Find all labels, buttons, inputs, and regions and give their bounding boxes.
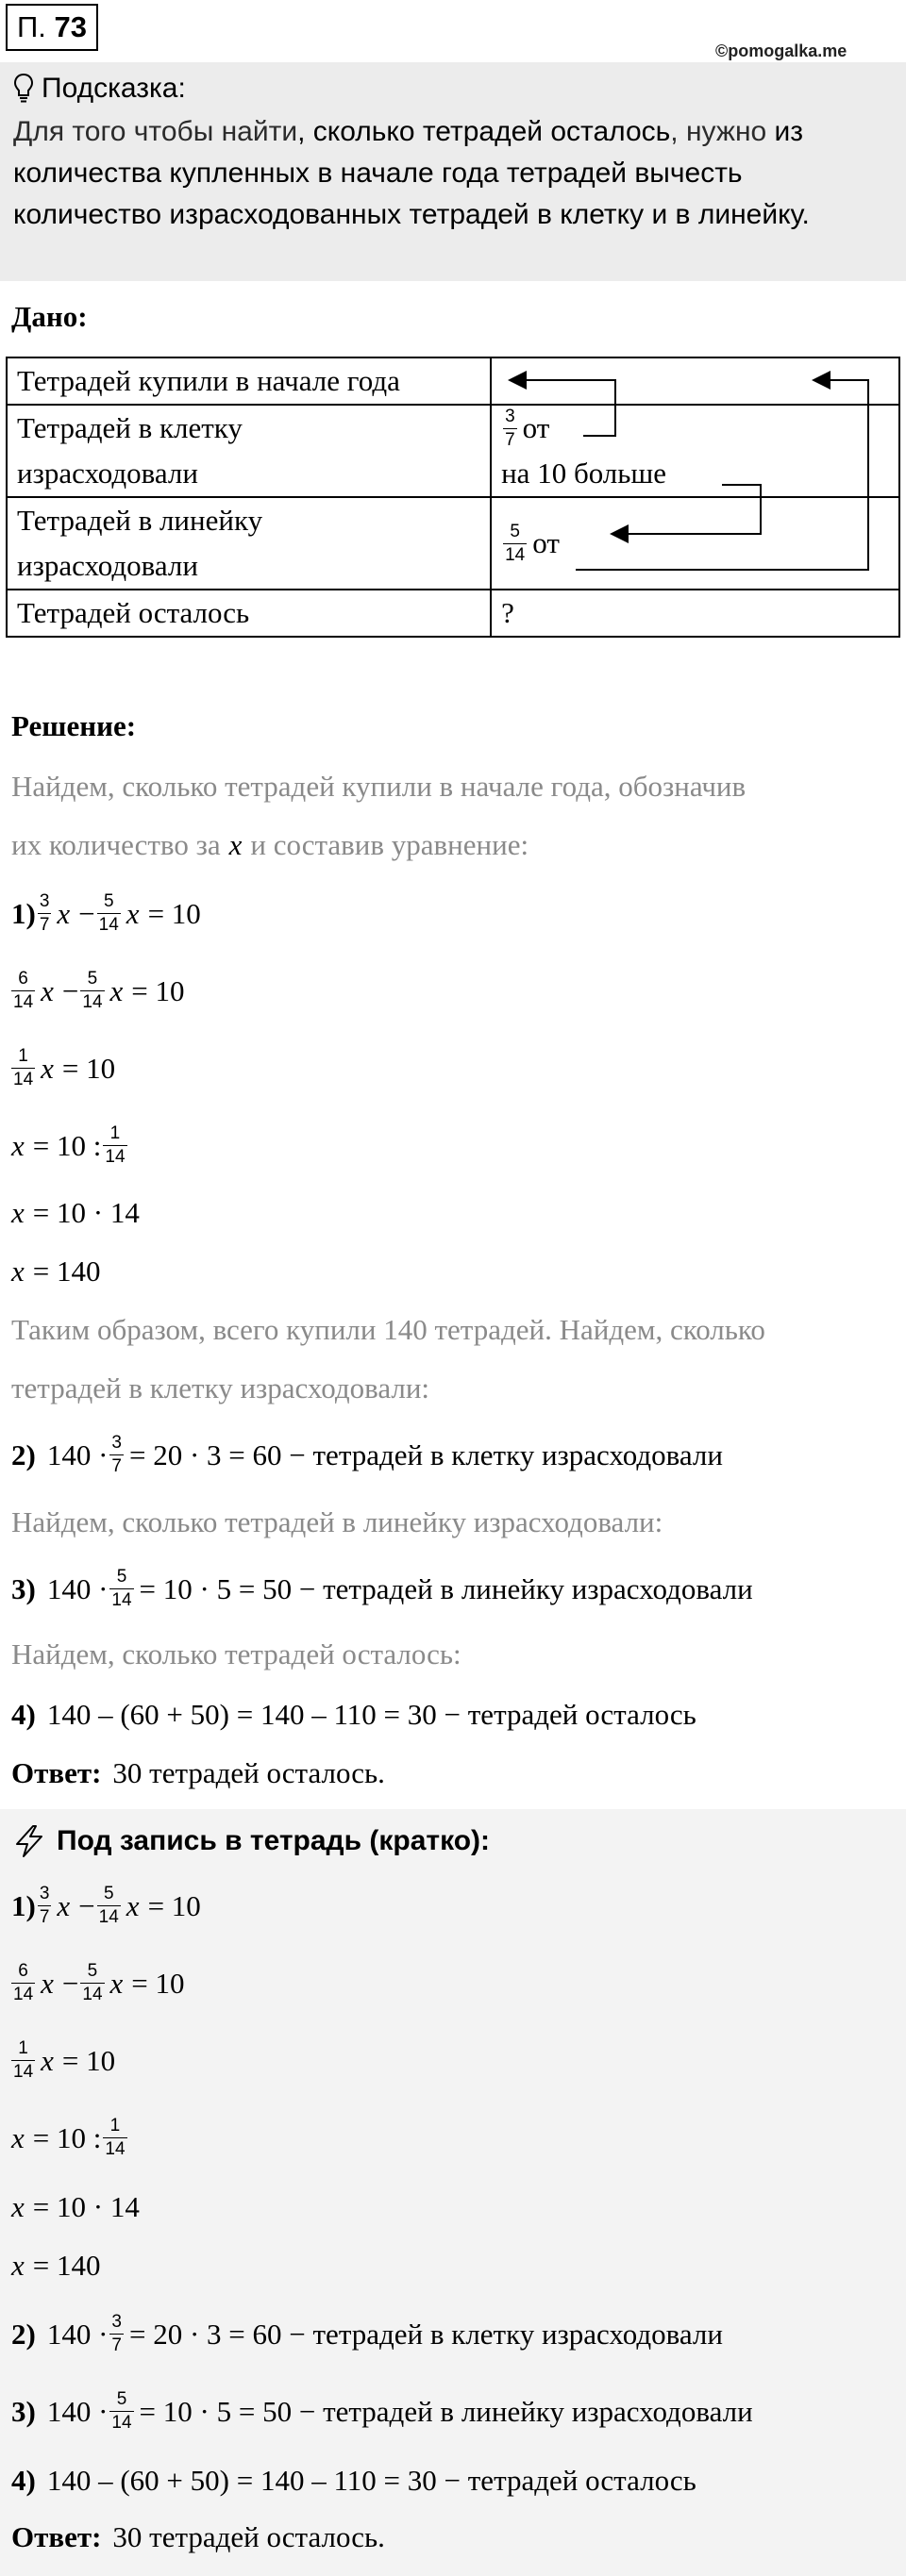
variable-x: x <box>41 2043 54 2077</box>
fraction-numerator: 5 <box>116 2389 127 2409</box>
fraction-denominator: 14 <box>13 2062 34 2082</box>
variable-x: x <box>109 973 124 1007</box>
equation-line <box>11 2390 753 2433</box>
table-row <box>7 357 899 405</box>
fraction-denominator: 14 <box>98 1907 119 1927</box>
table-cell-label <box>7 405 491 497</box>
cell-text: от <box>532 526 560 559</box>
fraction-numerator: 3 <box>39 1884 50 1903</box>
operator: − <box>61 1966 79 2000</box>
equation-line <box>11 1047 115 1089</box>
equation-line <box>11 2247 101 2285</box>
equation-lhs: 140 · <box>46 1438 109 1471</box>
fraction-numerator: 1 <box>109 2116 121 2136</box>
given-heading: Дано: <box>11 300 88 333</box>
explanation-line: Таким образом, всего купили 140 тетрадей. Найдем, сколько <box>11 1313 765 1346</box>
fraction <box>103 1124 126 1167</box>
fraction-numerator: 1 <box>18 1046 28 1066</box>
step-number: 2) <box>11 2317 36 2351</box>
fraction <box>11 1962 35 2004</box>
fraction-numerator: 3 <box>505 406 515 426</box>
fraction-denominator: 14 <box>105 2139 126 2159</box>
equation-rhs: = 10 : <box>32 1128 102 1162</box>
fraction-numerator: 1 <box>109 1123 121 1143</box>
fraction-numerator: 5 <box>87 1961 98 1981</box>
equation-line <box>11 1194 140 1232</box>
fraction-denominator: 14 <box>105 1147 126 1167</box>
fraction-numerator: 6 <box>18 1961 28 1981</box>
fraction <box>38 1885 52 1927</box>
equation-rhs: = 10 <box>131 1966 185 2000</box>
fraction <box>109 2390 133 2433</box>
table-cell-label <box>7 590 491 637</box>
cell-fraction-line <box>501 406 889 451</box>
cell-text: израсходовали <box>17 549 198 582</box>
equation-rhs: = 10 · 5 = 50 − тетрадей в линейку израсходовали <box>139 2394 753 2428</box>
table-cell-value <box>491 405 899 497</box>
equation-text: 140 – (60 + 50) = 140 – 110 = 30 − тетрадей осталось <box>46 1698 696 1731</box>
hint-text-part: Для того чтобы найти <box>13 116 298 147</box>
hint-block <box>0 62 906 281</box>
fraction <box>11 970 35 1012</box>
answer-line <box>11 2518 385 2556</box>
fraction-denominator: 7 <box>111 2335 122 2355</box>
variable-x: x <box>126 896 140 930</box>
step-number: 3) <box>11 1571 36 1605</box>
table-row <box>7 590 899 637</box>
table-cell-value <box>491 497 899 590</box>
equation-lhs: 140 · <box>46 1571 109 1605</box>
cell-text <box>501 358 889 404</box>
equation-line <box>11 1253 101 1290</box>
fraction-numerator: 3 <box>111 2312 122 2332</box>
cell-text: израсходовали <box>17 457 198 490</box>
brief-title: Под запись в тетрадь (кратко): <box>57 1825 491 1856</box>
equation-line <box>11 2188 140 2226</box>
hint-text-highlight: , сколько тетрадей осталось <box>297 116 671 147</box>
site-watermark: ©pomogalka.me <box>715 42 847 60</box>
fraction <box>103 2117 126 2159</box>
equation-rhs: = 10 <box>147 896 201 930</box>
fraction <box>503 523 527 565</box>
equation-rhs: = 10 <box>147 1888 201 1922</box>
intro-text: и составив уравнение: <box>250 828 529 861</box>
badge-number: 73 <box>54 10 88 43</box>
fraction-numerator: 5 <box>103 891 114 911</box>
problem-number-badge <box>6 4 98 51</box>
operator: − <box>61 973 79 1007</box>
equation-line <box>11 2039 115 2082</box>
variable-x: x <box>41 973 54 1007</box>
equation-line <box>11 970 185 1012</box>
equation-lhs: 140 · <box>46 2394 109 2428</box>
fraction-denominator: 14 <box>13 1070 34 1089</box>
cell-text: ? <box>501 596 514 629</box>
variable-x: x <box>109 1966 124 2000</box>
equation-line <box>11 1568 753 1610</box>
answer-line <box>11 1754 385 1792</box>
equation-rhs: = 20 · 3 = 60 − тетрадей в клетку израсходовали <box>128 2317 723 2351</box>
fraction-denominator: 7 <box>505 429 515 450</box>
explanation-line: тетрадей в клетку израсходовали: <box>11 1371 430 1404</box>
operator: − <box>78 1888 95 1922</box>
variable-x: x <box>228 828 243 861</box>
explanation-line: Найдем, сколько тетрадей осталось: <box>11 1637 461 1670</box>
fraction-denominator: 7 <box>39 915 50 935</box>
equation-rhs: = 10 · 14 <box>32 1196 140 1229</box>
table-cell-label <box>7 497 491 590</box>
table-cell-label <box>7 357 491 405</box>
cell-text: на 10 больше <box>501 457 667 490</box>
hint-text <box>13 111 891 236</box>
fraction-numerator: 6 <box>18 969 28 989</box>
table-row <box>7 405 899 497</box>
hint-text-part: , нужно <box>670 116 775 147</box>
equation-rhs: = 10 <box>61 2043 116 2077</box>
variable-x: x <box>57 1888 71 1922</box>
equation-text: 140 – (60 + 50) = 140 – 110 = 30 − тетрадей осталось <box>46 2464 696 2497</box>
step-number: 3) <box>11 2394 36 2428</box>
variable-x: x <box>11 2249 25 2282</box>
table-row <box>7 497 899 590</box>
equation-line <box>11 2462 696 2500</box>
fraction-denominator: 14 <box>82 992 103 1012</box>
equation-rhs: = 10 : <box>32 2120 102 2154</box>
hint-header <box>13 68 186 109</box>
cell-text: Тетрадей осталось <box>17 596 250 629</box>
fraction <box>80 1962 104 2004</box>
fraction-denominator: 14 <box>13 992 34 1012</box>
fraction-denominator: 14 <box>13 1985 34 2004</box>
solution-intro-line: Найдем, сколько тетрадей купили в начале года, обозначив <box>11 770 747 803</box>
fraction <box>109 1434 124 1476</box>
solution-intro-line <box>11 826 528 864</box>
table-cell-value <box>491 357 899 405</box>
fraction-numerator: 5 <box>87 969 98 989</box>
fraction-denominator: 14 <box>98 915 119 935</box>
step-number: 2) <box>11 1438 36 1471</box>
answer-text: 30 тетрадей осталось. <box>112 1756 385 1789</box>
equation-line <box>11 1696 696 1734</box>
operator: − <box>78 896 95 930</box>
fraction <box>11 1047 35 1089</box>
equation-rhs: = 10 · 5 = 50 − тетрадей в линейку израсходовали <box>139 1571 753 1605</box>
fraction-denominator: 14 <box>111 2413 132 2433</box>
fraction-numerator: 3 <box>39 891 50 911</box>
equation-line <box>11 1124 133 1167</box>
solution-heading: Решение: <box>11 709 137 742</box>
fraction <box>109 2313 124 2355</box>
fraction-numerator: 5 <box>510 521 520 541</box>
equation-rhs: = 10 · 14 <box>32 2190 140 2223</box>
variable-x: x <box>126 1888 140 1922</box>
variable-x: x <box>11 2190 25 2223</box>
variable-x: x <box>11 1128 25 1162</box>
equation-lhs: 140 · <box>46 2317 109 2351</box>
fraction-numerator: 5 <box>103 1884 114 1903</box>
fraction-denominator: 14 <box>111 1590 132 1610</box>
answer-text: 30 тетрадей осталось. <box>112 2520 385 2553</box>
fraction-denominator: 14 <box>505 544 526 565</box>
table-cell-value <box>491 590 899 637</box>
cell-fraction-line <box>501 498 889 589</box>
fraction-denominator: 7 <box>39 1907 50 1927</box>
variable-x: x <box>11 1255 25 1288</box>
step-number: 1) <box>11 896 36 930</box>
hint-text-highlight: из количества купленных в начале года тетрадей вычесть количество израсходованных тетрадей в клетку и в линейку. <box>13 116 810 230</box>
step-number: 4) <box>11 2464 36 2497</box>
explanation-line: Найдем, сколько тетрадей в линейку израсходовали: <box>11 1505 663 1538</box>
variable-x: x <box>57 896 71 930</box>
variable-x: x <box>11 2120 25 2154</box>
equation-rhs: = 10 <box>61 1051 116 1085</box>
step-number: 1) <box>11 1888 36 1922</box>
equation-rhs: = 140 <box>32 2249 101 2282</box>
cell-text: Тетрадей купили в начале года <box>17 364 400 397</box>
fraction-denominator: 7 <box>111 1456 122 1476</box>
answer-label: Ответ: <box>11 2520 102 2553</box>
fraction <box>97 1885 121 1927</box>
cell-text: Тетрадей в клетку <box>17 411 243 444</box>
answer-label: Ответ: <box>11 1756 102 1789</box>
equation-line <box>11 1885 201 1927</box>
equation-line <box>11 2117 133 2159</box>
fraction-denominator: 14 <box>82 1985 103 2004</box>
fraction <box>503 407 517 450</box>
intro-text: их количество за <box>11 828 221 861</box>
fraction <box>97 892 121 935</box>
fraction <box>109 1568 133 1610</box>
fraction-numerator: 1 <box>18 2038 28 2058</box>
lightbulb-icon <box>13 73 34 105</box>
equation-line <box>11 1434 723 1476</box>
equation-line <box>11 892 201 935</box>
lightning-icon <box>13 1824 45 1858</box>
fraction-numerator: 3 <box>111 1433 122 1453</box>
brief-header <box>13 1819 490 1864</box>
variable-x: x <box>41 1051 54 1085</box>
variable-x: x <box>41 1966 54 2000</box>
variable-x: x <box>11 1196 25 1229</box>
fraction <box>80 970 104 1012</box>
equation-line <box>11 2313 723 2355</box>
equation-rhs: = 140 <box>32 1255 101 1288</box>
cell-text: Тетрадей в линейку <box>17 504 263 537</box>
given-table <box>6 357 900 638</box>
hint-title: Подсказка: <box>42 73 186 104</box>
equation-line <box>11 1962 185 2004</box>
step-number: 4) <box>11 1698 36 1731</box>
fraction-numerator: 5 <box>116 1567 127 1587</box>
fraction <box>11 2039 35 2082</box>
badge-prefix: П. <box>17 10 46 43</box>
equation-rhs: = 10 <box>131 973 185 1007</box>
fraction <box>38 892 52 935</box>
equation-rhs: = 20 · 3 = 60 − тетрадей в клетку израсходовали <box>128 1438 723 1471</box>
cell-text: от <box>522 411 550 444</box>
